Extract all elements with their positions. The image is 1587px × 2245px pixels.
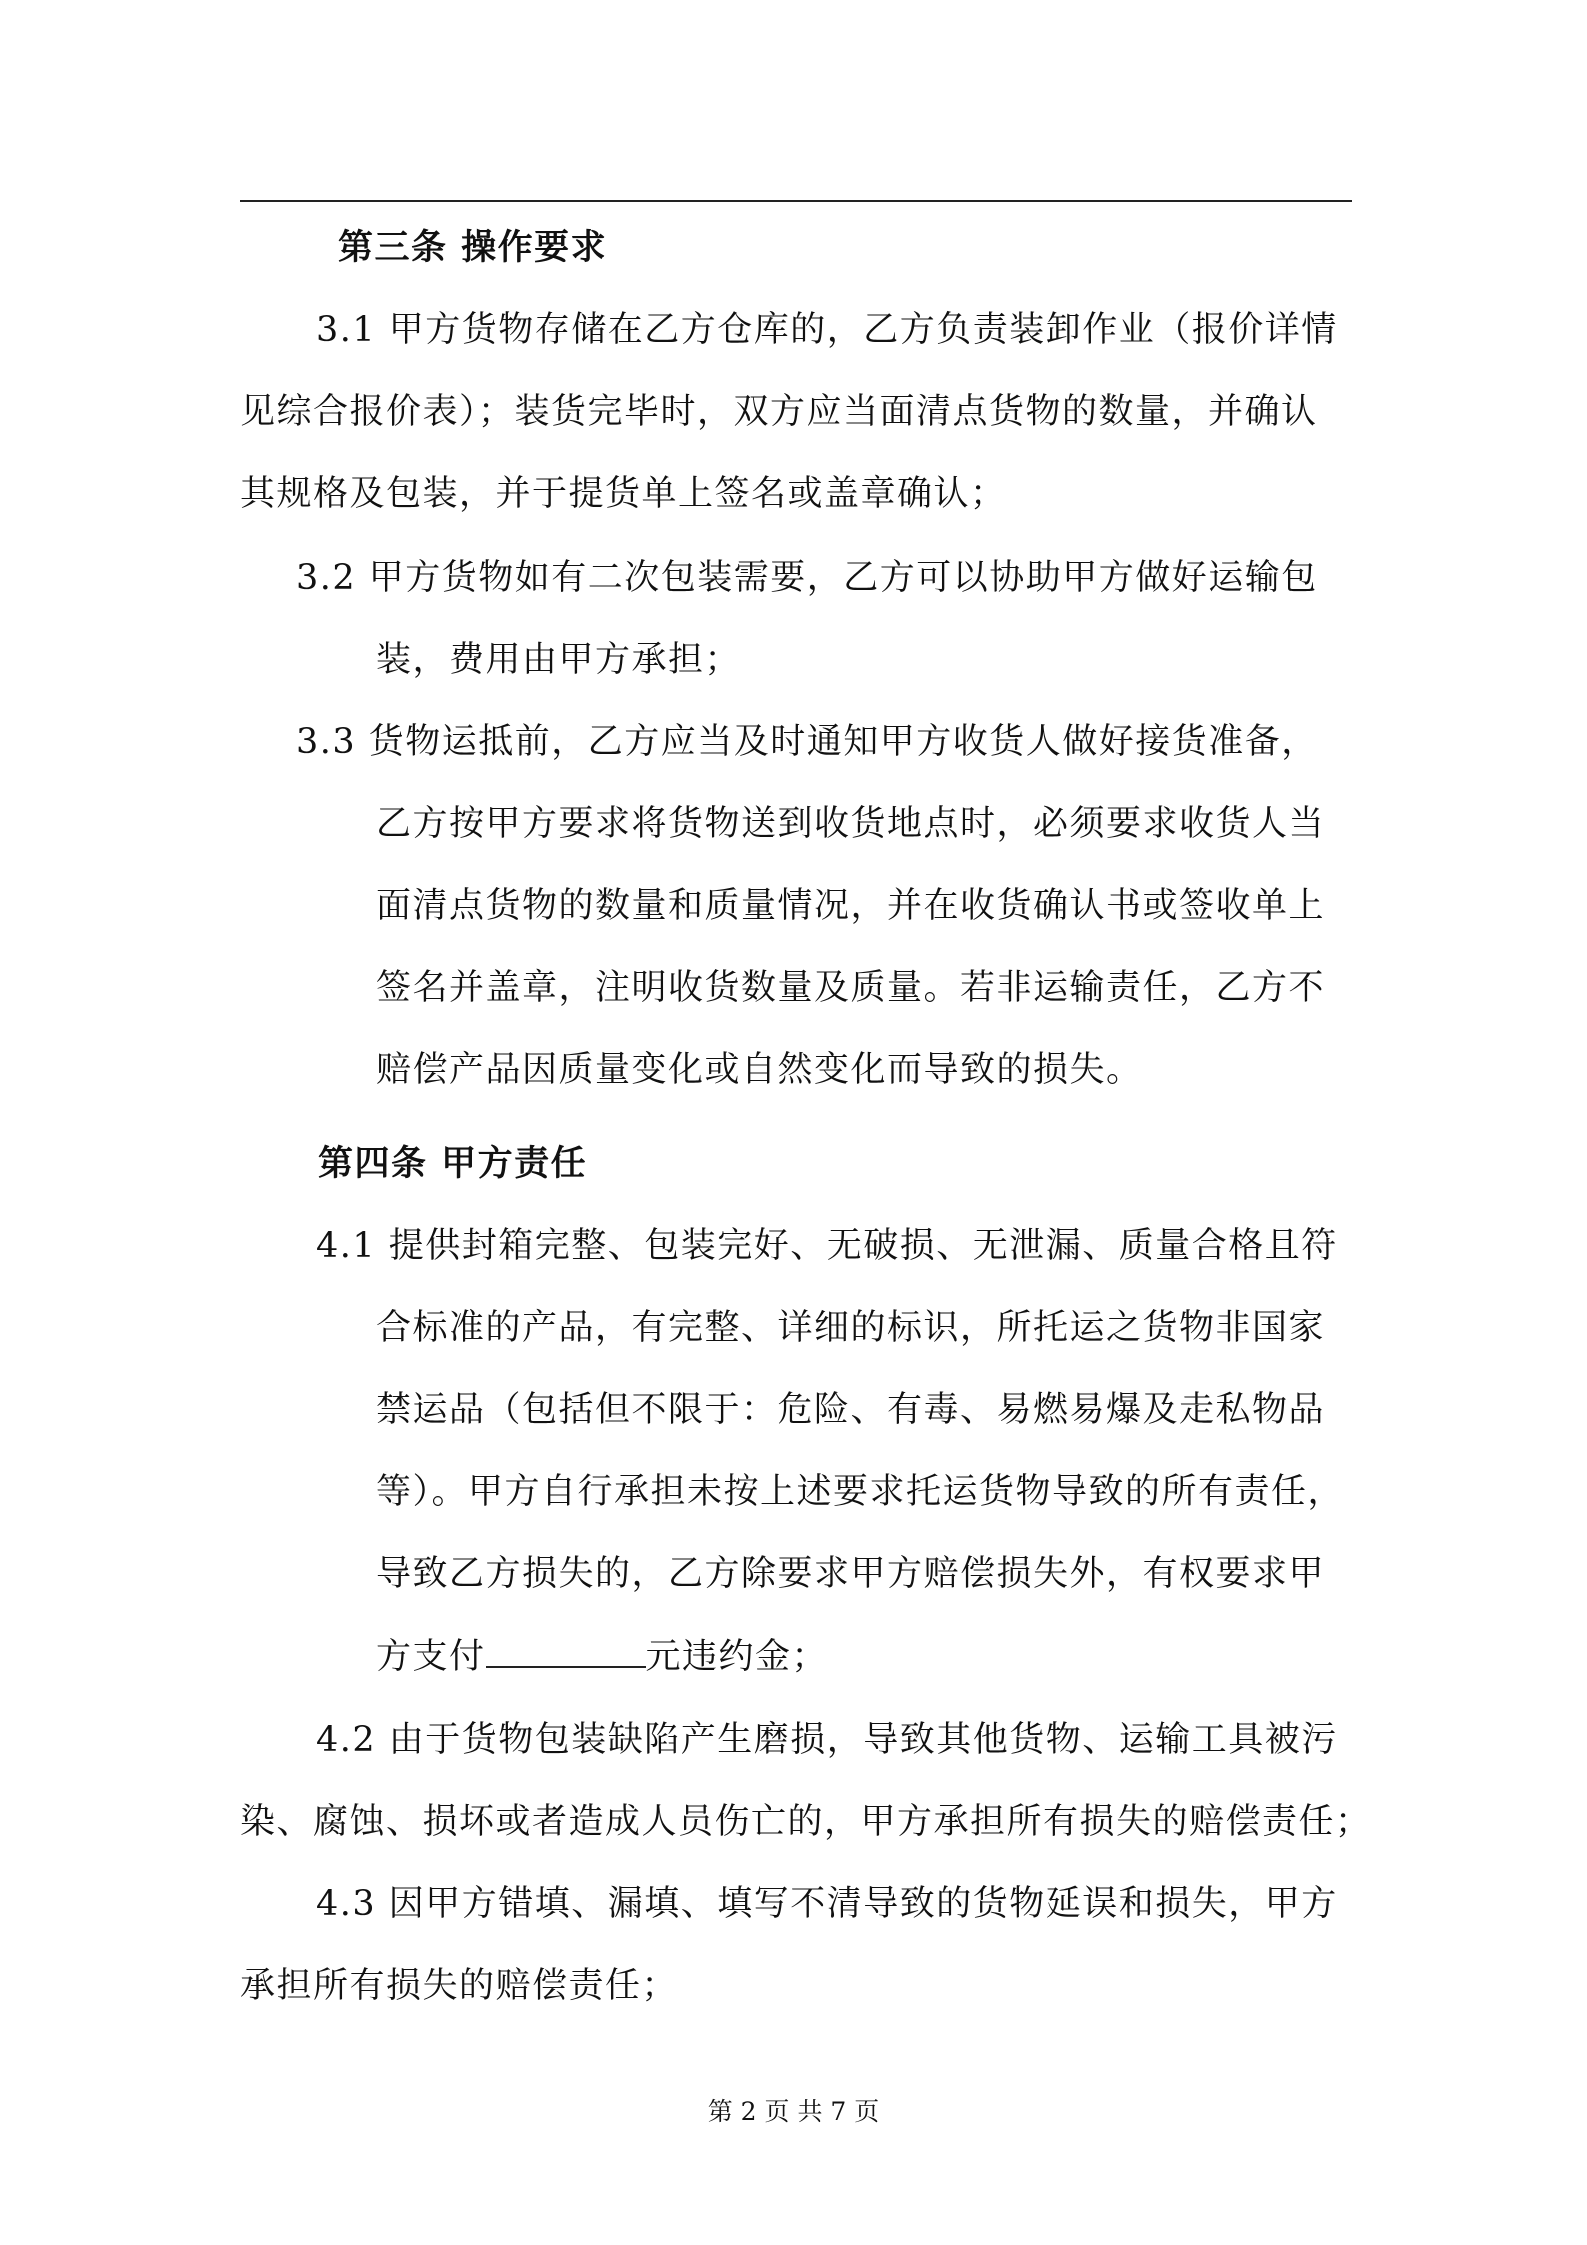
clause-4-1-line-2: 合标准的产品，有完整、详细的标识，所托运之货物非国家 [376, 1308, 1326, 1348]
penalty-prefix: 方支付 [376, 1637, 486, 1677]
article3-heading: 第三条 操作要求 [338, 227, 608, 268]
clause-3-3-line-1: 3.3 货物运抵前，乙方应当及时通知甲方收货人做好接货准备， [296, 722, 1318, 762]
clause-3-3-line-4: 签名并盖章，注明收货数量及质量。若非运输责任，乙方不 [376, 968, 1326, 1008]
clause-4-1-line-6 [376, 1632, 828, 1681]
clause-3-1-line-1: 3.1 甲方货物存储在乙方仓库的，乙方负责装卸作业（报价详情 [316, 310, 1338, 350]
clause-3-3-line-5: 赔偿产品因质量变化或自然变化而导致的损失。 [376, 1050, 1143, 1090]
clause-4-1-line-5: 导致乙方损失的，乙方除要求甲方赔偿损失外，有权要求甲 [376, 1554, 1326, 1594]
clause-4-1-line-4: 等）。甲方自行承担未按上述要求托运货物导致的所有责任， [376, 1472, 1345, 1512]
clause-3-3-line-3: 面清点货物的数量和质量情况，并在收货确认书或签收单上 [376, 886, 1326, 926]
penalty-amount-blank[interactable] [486, 1632, 646, 1668]
clause-3-1-line-3: 其规格及包装，并于提货单上签名或盖章确认； [240, 474, 1007, 514]
clause-3-2-line-1: 3.2 甲方货物如有二次包装需要，乙方可以协助甲方做好运输包 [296, 558, 1318, 598]
clause-4-1-line-1: 4.1 提供封箱完整、包装完好、无破损、无泄漏、质量合格且符 [316, 1226, 1338, 1266]
clause-4-2-line-2: 染、腐蚀、损坏或者造成人员伤亡的，甲方承担所有损失的赔偿责任； [240, 1802, 1372, 1842]
clause-4-2-line-1: 4.2 由于货物包装缺陷产生磨损，导致其他货物、运输工具被污 [316, 1720, 1338, 1760]
header-rule [240, 200, 1352, 202]
clause-4-3-line-2: 承担所有损失的赔偿责任； [240, 1966, 679, 2006]
clause-4-3-line-1: 4.3 因甲方错填、漏填、填写不清导致的货物延误和损失，甲方 [316, 1884, 1338, 1924]
clause-3-2-line-2: 装，费用由甲方承担； [376, 640, 742, 680]
clause-4-1-line-3: 禁运品（包括但不限于：危险、有毒、易燃易爆及走私物品 [376, 1390, 1326, 1430]
penalty-suffix: 元违约金； [645, 1637, 829, 1677]
clause-3-3-line-2: 乙方按甲方要求将货物送到收货地点时，必须要求收货人当 [376, 804, 1326, 844]
article4-heading: 第四条 甲方责任 [318, 1143, 588, 1184]
page-number: 第 2 页 共 7 页 [707, 2097, 880, 2126]
clause-3-1-line-2: 见综合报价表）；装货完毕时，双方应当面清点货物的数量，并确认 [240, 392, 1318, 432]
